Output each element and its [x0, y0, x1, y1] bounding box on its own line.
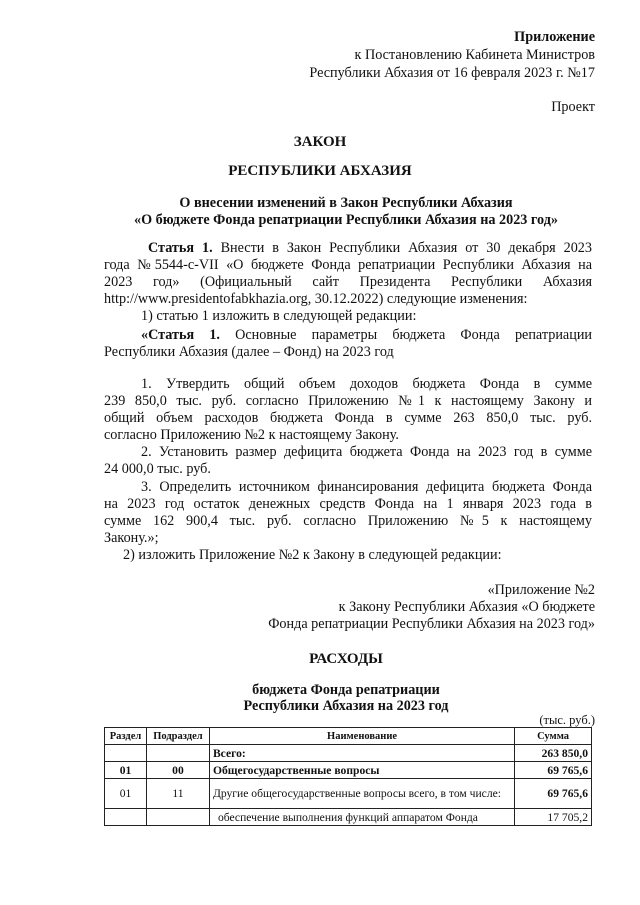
quote-article-line1: «Статья 1. Основные параметры бюджета Фонда репатриации — [141, 327, 592, 343]
appendix-ref-line1: к Постановлению Кабинета Министров — [354, 47, 595, 63]
table-row — [105, 779, 592, 809]
article1-line1: Статья 1. Внести в Закон Республики Абхазия от 30 декабря 2023 — [148, 240, 592, 256]
draft-label: Проект — [551, 99, 595, 115]
law-title-republic: РЕСПУБЛИКИ АБХАЗИЯ — [228, 163, 412, 179]
para3-line3: сумме 162 900,4 тыс. руб. согласно Приложению №5 к настоящему — [104, 513, 592, 529]
quote-article-label: «Статья 1. — [141, 327, 220, 343]
expenses-subtitle-line2: Республики Абхазия на 2023 год — [243, 698, 449, 714]
table-header-row — [105, 728, 592, 745]
cell-subsection — [146, 745, 209, 762]
header-name: Наименование — [209, 728, 514, 745]
para3-line1: 3. Определить источником финансирования дефицита бюджета Фонда — [141, 479, 592, 495]
appendix-title: Приложение — [514, 29, 595, 45]
header-amount: Сумма — [515, 728, 592, 745]
article1-line2: года №5544-с-VII «О бюджете Фонда репатриации Республики Абхазия на — [104, 257, 592, 273]
law-subtitle-line2: «О бюджете Фонда репатриации Республики Абхазия на 2023 год» — [134, 212, 558, 228]
quote-article-line2: Республики Абхазия (далее – Фонд) на 2023 год — [104, 344, 394, 360]
expenses-table — [104, 727, 592, 826]
cell-subsection: 11 — [146, 779, 209, 809]
para2-line2: 24 000,0 тыс. руб. — [104, 461, 211, 477]
expenses-title: РАСХОДЫ — [309, 651, 383, 667]
cell-name: Другие общегосударственные вопросы всего, в том числе: — [209, 779, 514, 809]
annex-ref-line1: к Закону Республики Абхазия «О бюджете — [338, 599, 595, 615]
cell-section — [105, 745, 147, 762]
change-item1: 1) статью 1 изложить в следующей редакции: — [141, 308, 417, 324]
para2-line1: 2. Установить размер дефицита бюджета Фонда на 2023 год в сумме — [141, 444, 592, 460]
cell-amount: 263 850,0 — [515, 745, 592, 762]
table-row — [105, 809, 592, 826]
law-subtitle-line1: О внесении изменений в Закон Республики Абхазия — [179, 195, 513, 211]
cell-subsection: 00 — [146, 762, 209, 779]
change-item2: 2) изложить Приложение №2 к Закону в следующей редакции: — [123, 547, 502, 563]
cell-section — [105, 809, 147, 826]
article1-line4: http://www.presidentofabkhazia.org, 30.12.2022) следующие изменения: — [104, 291, 528, 307]
annex-ref-line2: Фонда репатриации Республики Абхазия на 2023 год» — [268, 616, 595, 632]
para1-line1: 1. Утвердить общий объем доходов бюджета Фонда в сумме — [141, 376, 592, 392]
law-title: ЗАКОН — [293, 134, 347, 150]
annex-title: «Приложение №2 — [487, 582, 595, 598]
appendix-ref-line2: Республики Абхазия от 16 февраля 2023 г. №17 — [309, 65, 595, 81]
para1-line2: 239 850,0 тыс. руб. согласно Приложению №1 к настоящему Закону и — [104, 393, 592, 409]
article1-line3: 2023 год» (Официальный сайт Президента Республики Абхазия — [104, 274, 592, 290]
para3-line4: Закону.»; — [104, 530, 159, 546]
cell-section: 01 — [105, 779, 147, 809]
unit-label: (тыс. руб.) — [539, 713, 595, 727]
cell-name: Всего: — [209, 745, 514, 762]
table-row — [105, 745, 592, 762]
expenses-subtitle-line1: бюджета Фонда репатриации — [252, 682, 440, 698]
para3-line2: на 2023 год остаток денежных средств Фонда на 1 января 2023 года в — [104, 496, 592, 512]
para1-line4: согласно Приложению №2 к настоящему Закону. — [104, 427, 399, 443]
cell-subsection — [146, 809, 209, 826]
cell-amount: 69 765,6 — [515, 779, 592, 809]
para1-line3: общий объем расходов бюджета Фонда в сумме 263 850,0 тыс. руб. — [104, 410, 592, 426]
article1-label: Статья 1. — [148, 240, 213, 256]
table-row — [105, 762, 592, 779]
header-section: Раздел — [105, 728, 147, 745]
cell-amount: 17 705,2 — [515, 809, 592, 826]
header-subsection: Подраздел — [146, 728, 209, 745]
cell-section: 01 — [105, 762, 147, 779]
cell-amount: 69 765,6 — [515, 762, 592, 779]
cell-name: Общегосударственные вопросы — [209, 762, 514, 779]
cell-name: обеспечение выполнения функций аппаратом Фонда — [209, 809, 514, 826]
